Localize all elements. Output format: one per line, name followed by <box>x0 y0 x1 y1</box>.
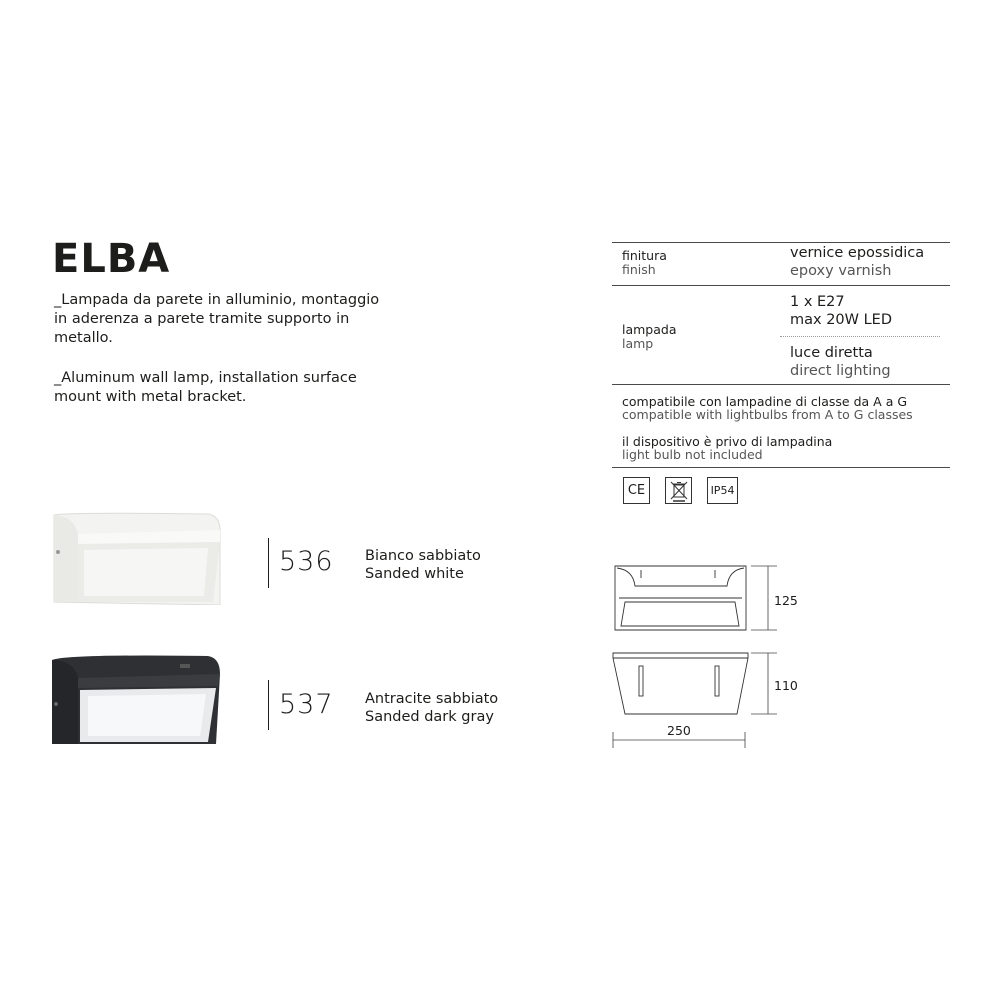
dimension-height-side: 110 <box>774 678 798 693</box>
product-title: ELBA <box>52 236 171 282</box>
dimension-height-front: 125 <box>774 593 798 608</box>
description-english: _Aluminum wall lamp, installation surface mount with metal bracket. <box>54 370 357 405</box>
light-type-en: direct lighting <box>790 363 891 379</box>
variant-537-name-en: Sanded dark gray <box>365 709 494 725</box>
variant-537-code: 537 <box>279 689 334 720</box>
light-type-it: luce diretta <box>790 345 873 361</box>
ip54-icon <box>707 477 738 504</box>
spec-top-rule <box>612 242 950 243</box>
lamp-image-dark <box>48 652 223 747</box>
compat-note-it: compatibile con lampadine di classe da A a G <box>622 394 908 409</box>
ce-mark-text: CE <box>627 483 646 498</box>
finish-label-it: finitura <box>622 248 667 263</box>
finish-label-en: finish <box>622 262 656 277</box>
variant-536-name-it: Bianco sabbiato <box>365 548 481 564</box>
bulb-note-en: light bulb not included <box>622 447 763 462</box>
lamp-label-it: lampada <box>622 322 677 337</box>
lamp-dotted-rule <box>780 336 940 337</box>
compat-note-en: compatible with lightbulbs from A to G classes <box>622 407 913 422</box>
front-view-drawing <box>615 566 746 630</box>
variant-536-name-en: Sanded white <box>365 566 464 582</box>
side-view-drawing <box>613 653 748 714</box>
ip54-text: IP54 <box>710 484 735 497</box>
weee-crossed-bin-icon <box>665 477 692 504</box>
dimension-width: 250 <box>667 723 691 738</box>
spec-rule-2 <box>612 285 950 286</box>
dimension-lines <box>613 566 777 748</box>
lamp-value-line1: 1 x E27 <box>790 294 845 310</box>
finish-value-en: epoxy varnish <box>790 263 892 279</box>
lamp-value-line2: max 20W LED <box>790 312 893 328</box>
weee-bin-svg <box>669 480 689 502</box>
variant-536-code: 536 <box>279 546 334 577</box>
finish-value-it: vernice epossidica <box>790 245 925 261</box>
lamp-label-en: lamp <box>622 336 654 351</box>
bulb-note-it: il dispositivo è privo di lampadina <box>622 434 833 449</box>
ce-mark-icon <box>623 477 650 504</box>
variant-536-bar <box>268 538 269 588</box>
variant-537-bar <box>268 680 269 730</box>
variant-537-name-it: Antracite sabbiato <box>365 691 499 707</box>
spec-rule-4 <box>612 467 950 468</box>
description-italian: _Lampada da parete in alluminio, montaggio in aderenza a parete tramite supporto in metallo. <box>54 292 380 346</box>
technical-drawing <box>605 560 790 750</box>
spec-rule-3 <box>612 384 950 385</box>
lamp-image-white <box>48 510 223 605</box>
